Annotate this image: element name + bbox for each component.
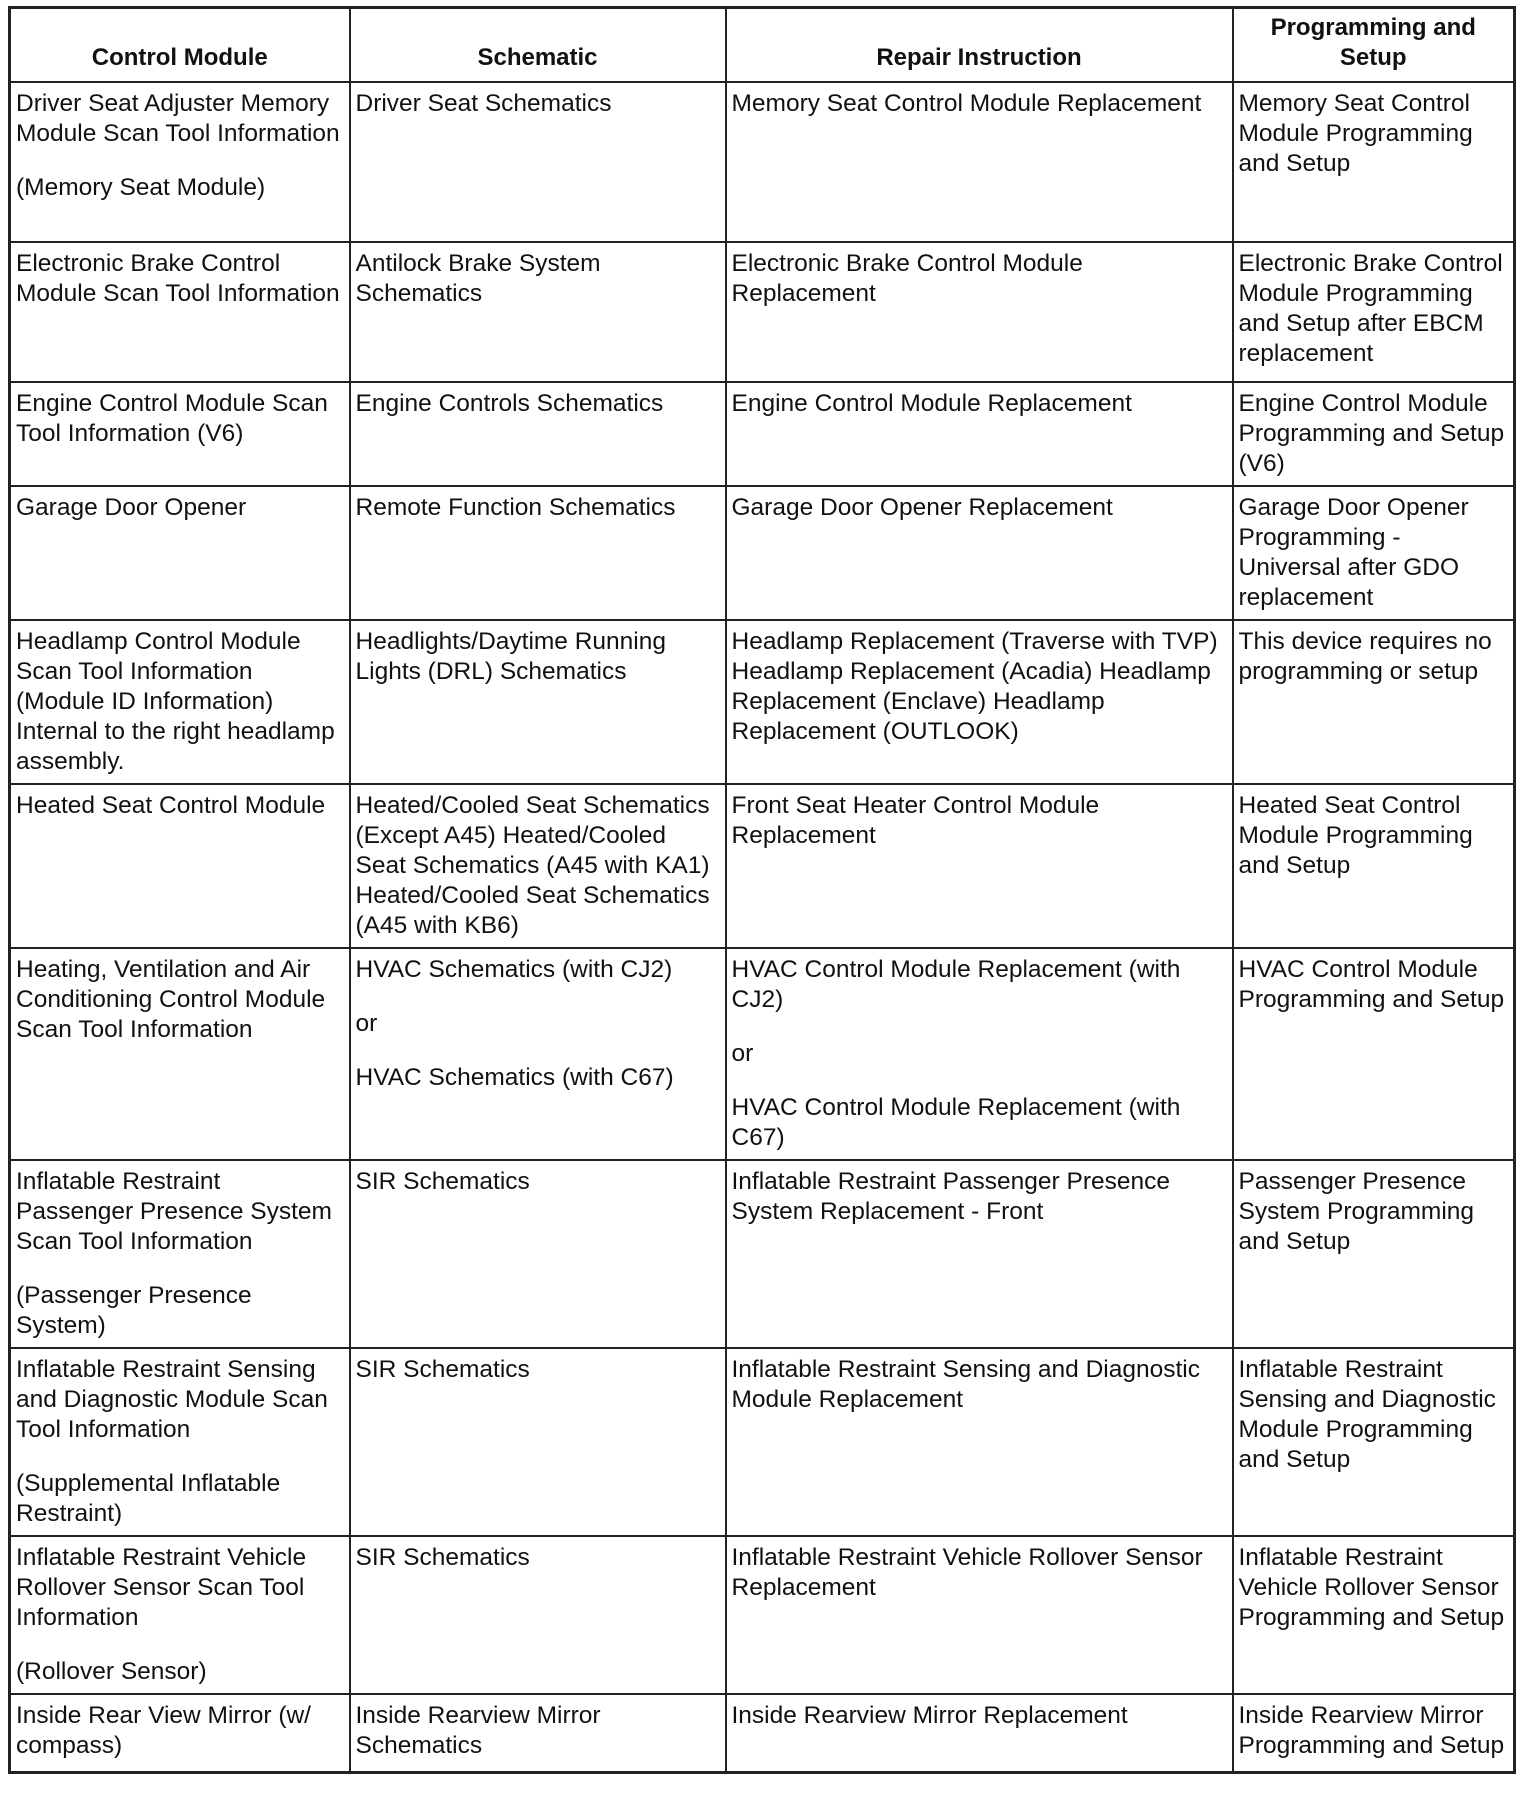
cell-text: SIR Schematics [355,1544,530,1571]
document-page [8,6,1513,1774]
table-row [10,620,1515,784]
cell-text: Inflatable Restraint Sensing and Diagnostic Module Replacement [731,1356,1201,1413]
cell-text: Driver Seat Schematics [355,90,612,117]
cell-text: Memory Seat Control Module Replacement [731,90,1202,117]
cell-text: Front Seat Heater Control Module Replacement [731,792,1100,849]
cell-control-module [10,1348,350,1536]
cell-text: Inflatable Restraint Sensing and Diagnostic Module Scan Tool Information [16,1356,328,1443]
cell-control-module [10,382,350,486]
cell-text: HVAC Control Module Replacement (with CJ2) [731,956,1181,1013]
table-row [10,1348,1515,1536]
header-control-module: Control Module [10,8,350,83]
cell-text: Engine Control Module Programming and Setup (V6) [1238,390,1505,477]
table-row [10,1694,1515,1772]
cell-text: (Supplemental Inflatable Restraint) [16,1470,281,1527]
cell-text: Electronic Brake Control Module Replacement [731,250,1083,307]
cell-repair-instruction [726,784,1233,948]
cell-text: Headlights/Daytime Running Lights (DRL) Schematics [355,628,666,685]
cell-text: Antilock Brake System Schematics [355,250,601,307]
cell-text: Passenger Presence System Programming and Setup [1238,1168,1475,1255]
table-row [10,382,1515,486]
cell-text: Headlamp Control Module Scan Tool Information (Module ID Information) Internal to the right headlamp assembly. [16,628,335,775]
cell-text: Garage Door Opener [16,494,247,521]
cell-control-module [10,486,350,620]
cell-programming-setup [1233,82,1515,242]
cell-text: Engine Control Module Scan Tool Information (V6) [16,390,328,447]
table-row [10,948,1515,1160]
cell-programming-setup [1233,620,1515,784]
cell-text: Remote Function Schematics [355,494,676,521]
cell-schematic [350,1536,726,1694]
table-header-row [10,8,1515,83]
cell-text: Inflatable Restraint Vehicle Rollover Sensor Programming and Setup [1238,1544,1505,1631]
cell-text: SIR Schematics [355,1168,530,1195]
cell-schematic [350,1694,726,1772]
cell-text: Inflatable Restraint Passenger Presence System Scan Tool Information [16,1168,332,1255]
table-row [10,242,1515,382]
cell-repair-instruction [726,620,1233,784]
cell-schematic [350,1348,726,1536]
cell-schematic [350,1160,726,1348]
cell-repair-instruction [726,82,1233,242]
cell-text: Inflatable Restraint Vehicle Rollover Sensor Replacement [731,1544,1203,1601]
cell-repair-instruction [726,1536,1233,1694]
cell-text: Heated Seat Control Module [16,792,326,819]
cell-programming-setup [1233,784,1515,948]
cell-text: Heated/Cooled Seat Schematics (Except A45) Heated/Cooled Seat Schematics (A45 with KA1) Heated/Cooled Seat Schematics (A45 with KB6) [355,792,710,939]
cell-text: Garage Door Opener Replacement [731,494,1113,521]
cell-text: (Passenger Presence System) [16,1282,252,1339]
cell-control-module [10,620,350,784]
cell-text: Inside Rearview Mirror Replacement [731,1702,1128,1729]
cell-programming-setup [1233,382,1515,486]
cell-control-module [10,1536,350,1694]
cell-programming-setup [1233,1694,1515,1772]
cell-text: (Memory Seat Module) [16,174,266,201]
cell-repair-instruction [726,1348,1233,1536]
table-row [10,82,1515,242]
cell-text: Memory Seat Control Module Programming and Setup [1238,90,1473,177]
table-row [10,1536,1515,1694]
cell-text: Engine Control Module Replacement [731,390,1132,417]
cell-text: This device requires no programming or setup [1238,628,1492,685]
cell-programming-setup [1233,486,1515,620]
cell-schematic [350,620,726,784]
cell-repair-instruction [726,486,1233,620]
cell-text: Inflatable Restraint Passenger Presence System Replacement - Front [731,1168,1171,1225]
cell-text: Inside Rear View Mirror (w/ compass) [16,1702,311,1759]
cell-control-module [10,1694,350,1772]
table-row [10,1160,1515,1348]
cell-schematic [350,82,726,242]
header-programming-setup: Programming and Setup [1233,8,1515,83]
cell-control-module [10,1160,350,1348]
cell-control-module [10,948,350,1160]
cell-text: Garage Door Opener Programming - Universal after GDO replacement [1238,494,1469,611]
cell-control-module [10,242,350,382]
cell-text: Engine Controls Schematics [355,390,664,417]
table-body [10,82,1515,1772]
cell-text: Electronic Brake Control Module Scan Tool Information [16,250,340,307]
cell-repair-instruction [726,1160,1233,1348]
cell-text: (Rollover Sensor) [16,1658,207,1685]
cell-text: Inside Rearview Mirror Schematics [355,1702,601,1759]
cell-control-module [10,784,350,948]
cell-text: Heated Seat Control Module Programming and Setup [1238,792,1473,879]
cell-programming-setup [1233,1536,1515,1694]
control-module-table [8,6,1516,1774]
header-schematic: Schematic [350,8,726,83]
cell-control-module [10,82,350,242]
cell-text: Headlamp Replacement (Traverse with TVP) Headlamp Replacement (Acadia) Headlamp Replacement (Enclave) Headlamp Replacement (OUTLOOK) [731,628,1218,745]
cell-text: SIR Schematics [355,1356,530,1383]
cell-programming-setup [1233,242,1515,382]
cell-repair-instruction [726,948,1233,1160]
table-row [10,784,1515,948]
cell-repair-instruction [726,1694,1233,1772]
cell-schematic [350,242,726,382]
cell-schematic [350,382,726,486]
cell-text: Electronic Brake Control Module Programming and Setup after EBCM replacement [1238,250,1503,367]
cell-text: Inflatable Restraint Sensing and Diagnostic Module Programming and Setup [1238,1356,1496,1473]
cell-text: HVAC Control Module Programming and Setup [1238,956,1505,1013]
cell-text: Heating, Ventilation and Air Conditioning Control Module Scan Tool Information [16,956,326,1043]
cell-programming-setup [1233,1160,1515,1348]
cell-text: or [731,1040,754,1067]
header-repair-instruction: Repair Instruction [726,8,1233,83]
cell-text: Driver Seat Adjuster Memory Module Scan Tool Information [16,90,340,147]
cell-schematic [350,784,726,948]
cell-text: or [355,1010,378,1037]
cell-programming-setup [1233,1348,1515,1536]
cell-schematic [350,948,726,1160]
cell-text: HVAC Control Module Replacement (with C67) [731,1094,1181,1151]
cell-schematic [350,486,726,620]
cell-repair-instruction [726,382,1233,486]
cell-text: HVAC Schematics (with CJ2) [355,956,673,983]
table-row [10,486,1515,620]
cell-text: Inside Rearview Mirror Programming and Setup [1238,1702,1505,1759]
cell-text: HVAC Schematics (with C67) [355,1064,674,1091]
cell-repair-instruction [726,242,1233,382]
cell-text: Inflatable Restraint Vehicle Rollover Sensor Scan Tool Information [16,1544,307,1631]
cell-programming-setup [1233,948,1515,1160]
